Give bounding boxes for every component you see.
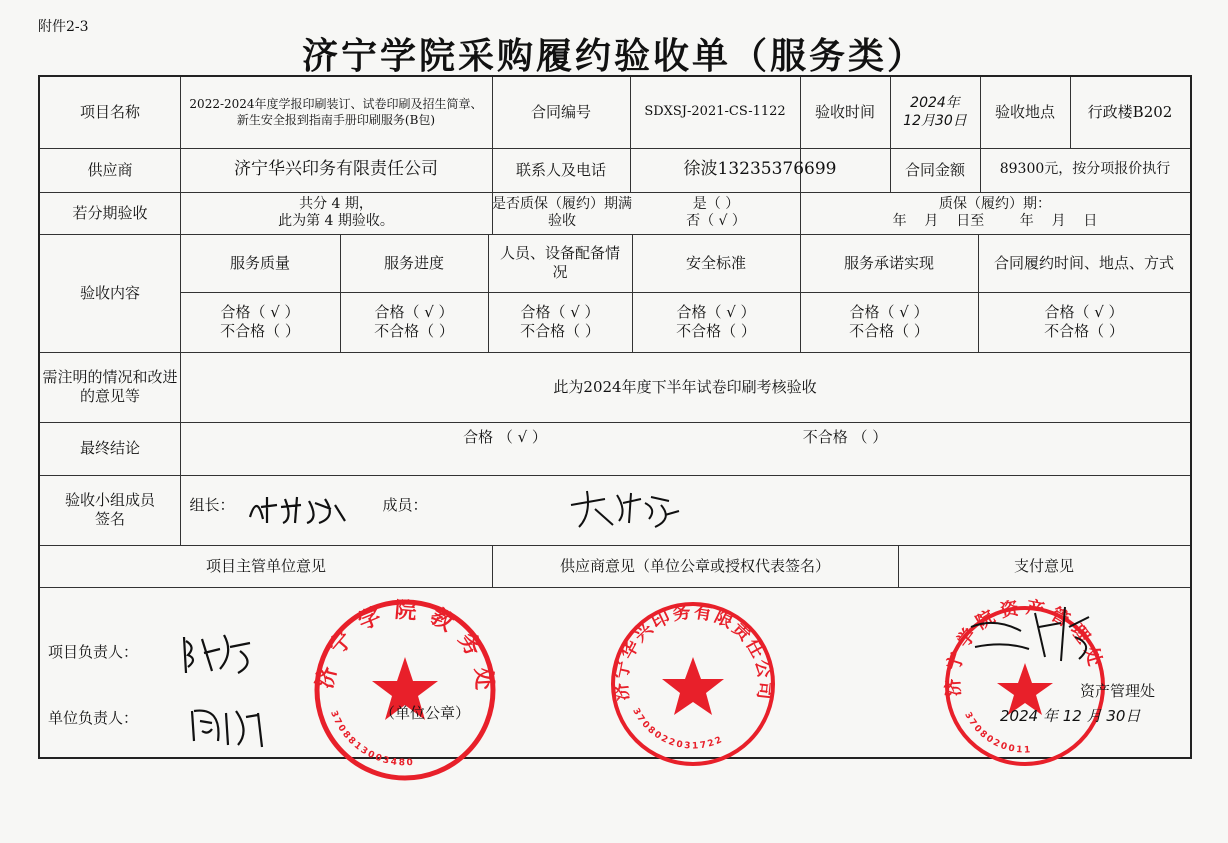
member-signature <box>565 485 685 533</box>
label-payment-opinion: 支付意见 <box>1013 556 1074 575</box>
value-acceptance-time <box>890 77 980 148</box>
criteria-header: 服务质量 <box>229 253 290 272</box>
criteria-header: 服务进度 <box>383 253 444 272</box>
school-seal-name: 济宁学院教务处 <box>312 597 497 703</box>
annex-label: 附件2-3 <box>38 19 89 35</box>
unit-head-signature <box>188 701 278 751</box>
leader-signature <box>245 489 355 529</box>
label-dept-opinion: 项目主管单位意见 <box>205 556 326 575</box>
warranty-period-range: 年 月 日至 年 月 日 <box>892 213 1098 229</box>
criteria-pass: 合格（ √ ） <box>220 303 300 322</box>
label-supplier: 供应商 <box>87 160 133 179</box>
rule-h7 <box>40 475 1190 476</box>
criteria-result <box>340 292 488 352</box>
unit-seal-label: （单位公章） <box>379 703 470 722</box>
payment-dept: 资产管理处 <box>1080 681 1156 700</box>
criteria-pass: 合格（ √ ） <box>849 303 929 322</box>
criteria-fail: 不合格（ ） <box>220 322 300 340</box>
supplier-seal-name: 济宁华兴印务有限责任公司 <box>610 601 776 703</box>
label-warranty-due: 是否质保（履约）期满验收 <box>492 195 632 229</box>
acceptance-time-year: 2024年 <box>910 95 960 111</box>
assets-seal-name: 济宁学院资产管理处 <box>942 597 1108 698</box>
label-content: 验收内容 <box>79 283 140 302</box>
installment-total: 共分 4 期， <box>299 195 373 212</box>
label-project-head: 项目负责人： <box>48 642 139 661</box>
label-installment: 若分期验收 <box>72 203 148 222</box>
final-pass: 合格 （ √ ） <box>463 427 547 446</box>
warranty-period-label: 质保（履约）期： <box>939 195 1051 212</box>
criteria-header: 合同履约时间、地点、方式 <box>993 253 1174 272</box>
value-warranty-period <box>800 192 1190 234</box>
label-contact: 联系人及电话 <box>515 160 606 179</box>
label-contract-amount: 合同金额 <box>904 160 965 179</box>
warranty-no: 否（ √ ） <box>686 213 746 229</box>
final-fail: 不合格 （ ） <box>802 427 888 446</box>
label-contract-no: 合同编号 <box>530 103 591 122</box>
criteria-result <box>180 292 340 352</box>
label-unit-head: 单位负责人： <box>48 708 139 727</box>
label-group-sign: 验收小组成员签名 <box>64 491 155 528</box>
acceptance-form <box>38 75 1192 769</box>
label-acceptance-place: 验收地点 <box>994 103 1055 122</box>
label-supplier-opinion: 供应商意见（单位公章或授权代表签名） <box>559 556 830 575</box>
value-warranty-choice <box>632 192 800 234</box>
payment-signature <box>965 597 1105 677</box>
value-acceptance-place: 行政楼B202 <box>1087 103 1173 122</box>
leader-label: 组长： <box>189 495 235 514</box>
warranty-yes: 是（ ） <box>692 195 740 212</box>
value-installment <box>180 192 492 234</box>
criteria-result <box>978 292 1190 352</box>
label-final: 最终结论 <box>79 439 140 458</box>
criteria-fail: 不合格（ ） <box>1044 322 1124 340</box>
supplier-seal <box>608 599 778 769</box>
acceptance-time-day: 12月30日 <box>903 112 967 129</box>
assets-seal-code: 3708020011 <box>962 710 1033 756</box>
criteria-pass: 合格（ √ ） <box>1044 303 1124 322</box>
value-notes: 此为2024年度下半年试卷印刷考核验收 <box>553 377 817 396</box>
criteria-pass: 合格（ √ ） <box>374 303 454 322</box>
value-contract-amount: 89300元，按分项报价执行 <box>999 161 1171 178</box>
value-supplier: 济宁华兴印务有限责任公司 <box>234 159 438 180</box>
label-project-name: 项目名称 <box>79 103 140 122</box>
supplier-seal-code: 3708022031722 <box>630 706 726 752</box>
criteria-fail: 不合格（ ） <box>520 322 600 340</box>
label-acceptance-time: 验收时间 <box>814 103 875 122</box>
rule-h6 <box>40 422 1190 423</box>
criteria-header: 人员、设备配备情况 <box>499 244 620 281</box>
rule-h9 <box>40 587 1190 588</box>
criteria-result <box>632 292 800 352</box>
payment-date: 2024 年 12 月 30日 <box>1000 706 1141 725</box>
form-title: 济宁学院采购履约验收单（服务类） <box>301 35 926 77</box>
criteria-fail: 不合格（ ） <box>676 322 756 340</box>
criteria-fail: 不合格（ ） <box>849 322 929 340</box>
criteria-fail: 不合格（ ） <box>374 322 454 340</box>
criteria-header: 服务承诺实现 <box>843 253 934 272</box>
criteria-result <box>488 292 632 352</box>
member-label: 成员： <box>382 495 428 514</box>
school-seal <box>310 595 500 785</box>
criteria-header: 安全标准 <box>685 253 746 272</box>
criteria-result <box>800 292 978 352</box>
value-project-name: 2022-2024年度学报印刷装订、试卷印刷及招生简章、新生安全报到指南手册印刷服务(B包) <box>189 96 483 127</box>
criteria-pass: 合格（ √ ） <box>676 303 756 322</box>
project-head-signature <box>180 629 270 679</box>
value-contract-no: SDXSJ-2021-CS-1122 <box>644 104 786 120</box>
value-contact: 徐波13235376699 <box>683 159 837 180</box>
criteria-pass: 合格（ √ ） <box>520 303 600 322</box>
school-seal-code: 3708813003480 <box>328 709 416 769</box>
installment-current: 此为第 4 期验收。 <box>278 213 394 229</box>
label-notes: 需注明的情况和改进的意见等 <box>42 368 178 405</box>
